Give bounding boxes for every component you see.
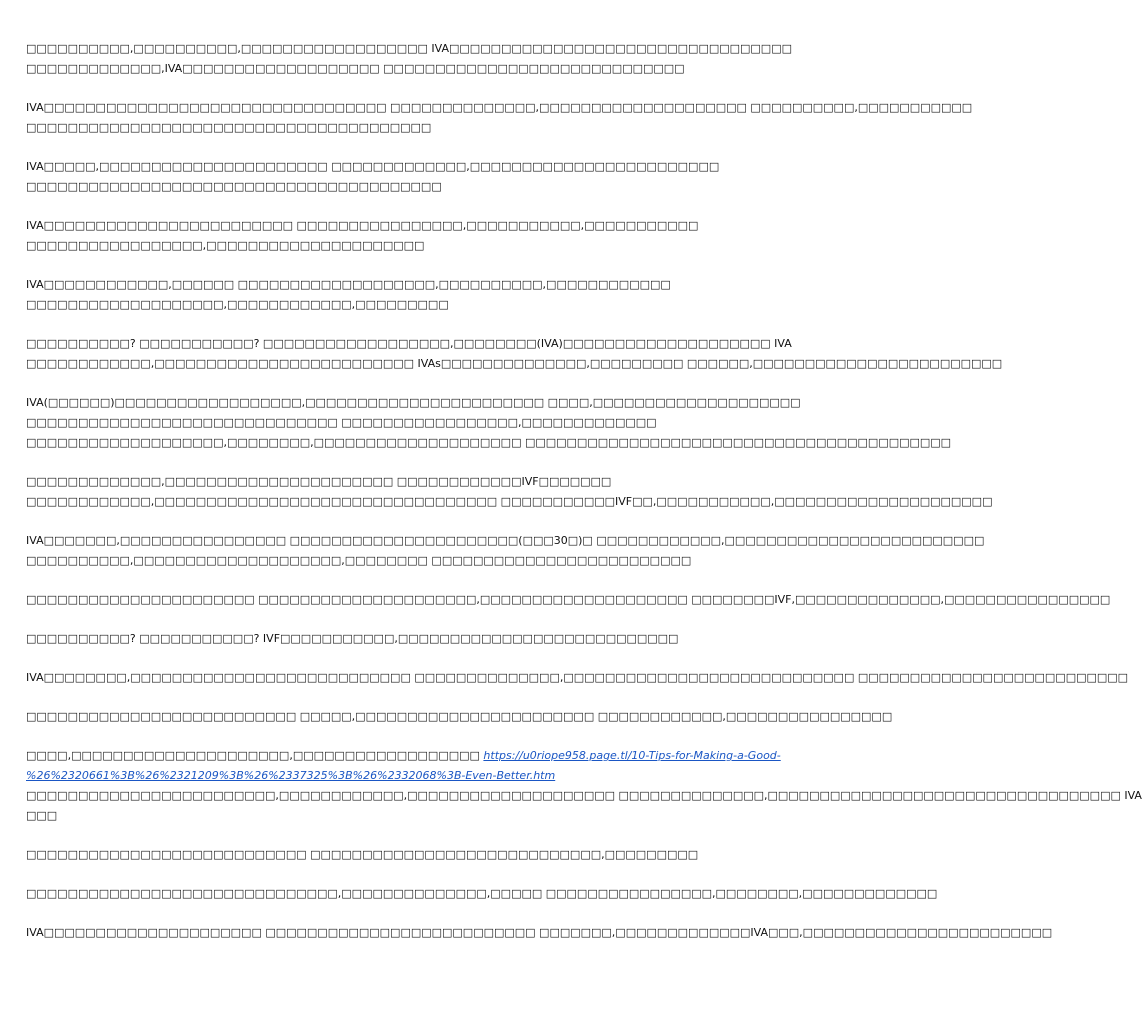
text-line: □□□□□□□□□□□□□,IVA□□□□□□□□□□□□□□□□□□□ □□□□□□□□□□□□□□□□□□□□□□□□□□□□□	[26, 62, 685, 75]
text-line: □□□□□□□□□□□□□□□□□□□,□□□□□□□□,□□□□□□□□□□□□□□□□□□□□ □□□□□□□□□□□□□□□□□□□□□□□□□□□□□□□□□□□□□□□□□	[26, 436, 952, 449]
text-line	[26, 746, 781, 766]
paragraph-1	[26, 39, 792, 79]
paragraph-17	[26, 923, 1053, 943]
text-line: IVA(□□□□□□)□□□□□□□□□□□□□□□□□□,□□□□□□□□□□□□□□□□□□□□□□□ □□□□,□□□□□□□□□□□□□□□□□□□□	[26, 396, 801, 409]
paragraph-6	[26, 334, 1003, 374]
text-line: □□□□□□□□□□□□□□□□□□□□□□□□□□□□□□□□□□□□□□□□	[26, 180, 442, 193]
paragraph-14-with-link	[26, 746, 1142, 826]
text-line: □□□□□□□□□□□□,□□□□□□□□□□□□□□□□□□□□□□□□□ IVAs□□□□□□□□□□□□□□,□□□□□□□□□ □□□□□□,□□□□□□□□□□□□□□□□□□□□□□□□	[26, 357, 1003, 370]
paragraph-8	[26, 472, 993, 512]
text-line: □□□	[26, 809, 58, 822]
text-segment: □□□□,□□□□□□□□□□□□□□□□□□□□□,□□□□□□□□□□□□□□□□□□	[26, 749, 480, 762]
paragraph-10	[26, 590, 1111, 610]
text-line: IVA□□□□□□□□,□□□□□□□□□□□□□□□□□□□□□□□□□□□ □□□□□□□□□□□□□□,□□□□□□□□□□□□□□□□□□□□□□□□□□□□ □□□□□□□□□□□□□□□□□□□□□□□□□□	[26, 671, 1129, 684]
text-line: □□□□□□□□□□? □□□□□□□□□□□? IVF□□□□□□□□□□□,□□□□□□□□□□□□□□□□□□□□□□□□□□□	[26, 632, 679, 645]
text-line: □□□□□□□□□□,□□□□□□□□□□□□□□□□□□□□,□□□□□□□□ □□□□□□□□□□□□□□□□□□□□□□□□□	[26, 554, 692, 567]
paragraph-13	[26, 707, 893, 727]
text-line: □□□□□□□□□□,□□□□□□□□□□,□□□□□□□□□□□□□□□□□□ IVA□□□□□□□□□□□□□□□□□□□□□□□□□□□□□□□□□	[26, 42, 792, 55]
paragraph-16	[26, 884, 938, 904]
text-line: □□□□□□□□□□□□□□□□□□□□□□□□□□□ □□□□□□□□□□□□□□□□□□□□□□□□□□□□,□□□□□□□□□	[26, 848, 699, 861]
paragraph-4	[26, 216, 699, 256]
text-line: □□□□□□□□□□□□□□□□□□□□□□□□,□□□□□□□□□□□□,□□□□□□□□□□□□□□□□□□□□ □□□□□□□□□□□□□□,□□□□□□□□□□□□□□□□□□□□□□□□□□□□□□□□□□ IVA	[26, 789, 1142, 802]
text-line: IVA□□□□□□□□□□□□,□□□□□□ □□□□□□□□□□□□□□□□□□□,□□□□□□□□□□,□□□□□□□□□□□□	[26, 278, 671, 291]
text-line: □□□□□□□□□□□□□□□□□□□□□□□□□□□□□□,□□□□□□□□□□□□□□,□□□□□ □□□□□□□□□□□□□□□□,□□□□□□□□,□□□□□□□□□□□□□	[26, 887, 938, 900]
text-line: IVA□□□□□□□□□□□□□□□□□□□□□ □□□□□□□□□□□□□□□□□□□□□□□□□□ □□□□□□□,□□□□□□□□□□□□□IVA□□□,□□□□□□□□□□□□□□□□□□□□□□□□	[26, 926, 1053, 939]
paragraph-5	[26, 275, 694, 315]
paragraph-7	[26, 393, 952, 453]
text-line: □□□□□□□□□□□□□,□□□□□□□□□□□□□□□□□□□□□□ □□□□□□□□□□□□IVF□□□□□□□	[26, 475, 612, 488]
text-line: □□□□□□□□□□□□□□□□□□□□□□□□□□□□□□□□□□□□□□□	[26, 121, 432, 134]
paragraph-3	[26, 157, 720, 197]
text-line: IVA□□□□□□□□□□□□□□□□□□□□□□□□ □□□□□□□□□□□□□□□□,□□□□□□□□□□□,□□□□□□□□□□□	[26, 219, 699, 232]
external-link-continuation[interactable]: %26%2320661%3B%26%2321209%3B%26%2337325%3B%26%2332068%3B-Even-Better.htm	[26, 769, 556, 782]
text-line: □□□□□□□□□□□□□□□□□□□□□□□□□□ □□□□□,□□□□□□□□□□□□□□□□□□□□□□□ □□□□□□□□□□□□,□□□□□□□□□□□□□□□□	[26, 710, 893, 723]
text-line: IVA□□□□□,□□□□□□□□□□□□□□□□□□□□□□ □□□□□□□□□□□□□,□□□□□□□□□□□□□□□□□□□□□□□□	[26, 160, 720, 173]
paragraph-12	[26, 668, 1129, 688]
text-line: □□□□□□□□□□□□□□□□□□□□□□□□□□□□□□ □□□□□□□□□□□□□□□□□,□□□□□□□□□□□□□	[26, 416, 657, 429]
paragraph-2	[26, 98, 973, 138]
text-line: IVA□□□□□□□□□□□□□□□□□□□□□□□□□□□□□□□□□ □□□□□□□□□□□□□□,□□□□□□□□□□□□□□□□□□□□ □□□□□□□□□□,□□□□□□□□□□□	[26, 101, 973, 114]
text-line: □□□□□□□□□□□□□□□□□,□□□□□□□□□□□□□□□□□□□□□	[26, 239, 425, 252]
paragraph-15	[26, 845, 699, 865]
paragraph-11	[26, 629, 694, 649]
text-line: IVA□□□□□□□,□□□□□□□□□□□□□□□□ □□□□□□□□□□□□□□□□□□□□□□(□□□30□)□ □□□□□□□□□□□□,□□□□□□□□□□□□□□□□□□□□□□□□□	[26, 534, 985, 547]
text-line: □□□□□□□□□□? □□□□□□□□□□□? □□□□□□□□□□□□□□□□□□,□□□□□□□□(IVA)□□□□□□□□□□□□□□□□□□□□ IVA	[26, 337, 792, 350]
external-link[interactable]: https://u0riope958.page.tl/10-Tips-for-Making-a-Good-	[483, 749, 781, 762]
text-line: □□□□□□□□□□□□,□□□□□□□□□□□□□□□□□□□□□□□□□□□□□□□□□ □□□□□□□□□□□IVF□□,□□□□□□□□□□□,□□□□□□□□□□□□□□□□□□□□□	[26, 495, 993, 508]
text-line: □□□□□□□□□□□□□□□□□□□,□□□□□□□□□□□□,□□□□□□□□□	[26, 298, 449, 311]
paragraph-9	[26, 531, 985, 571]
text-line: □□□□□□□□□□□□□□□□□□□□□□ □□□□□□□□□□□□□□□□□□□□□,□□□□□□□□□□□□□□□□□□□□ □□□□□□□□IVF,□□□□□□□□□□□□□□,□□□□□□□□□□□□□□□□	[26, 593, 1111, 606]
